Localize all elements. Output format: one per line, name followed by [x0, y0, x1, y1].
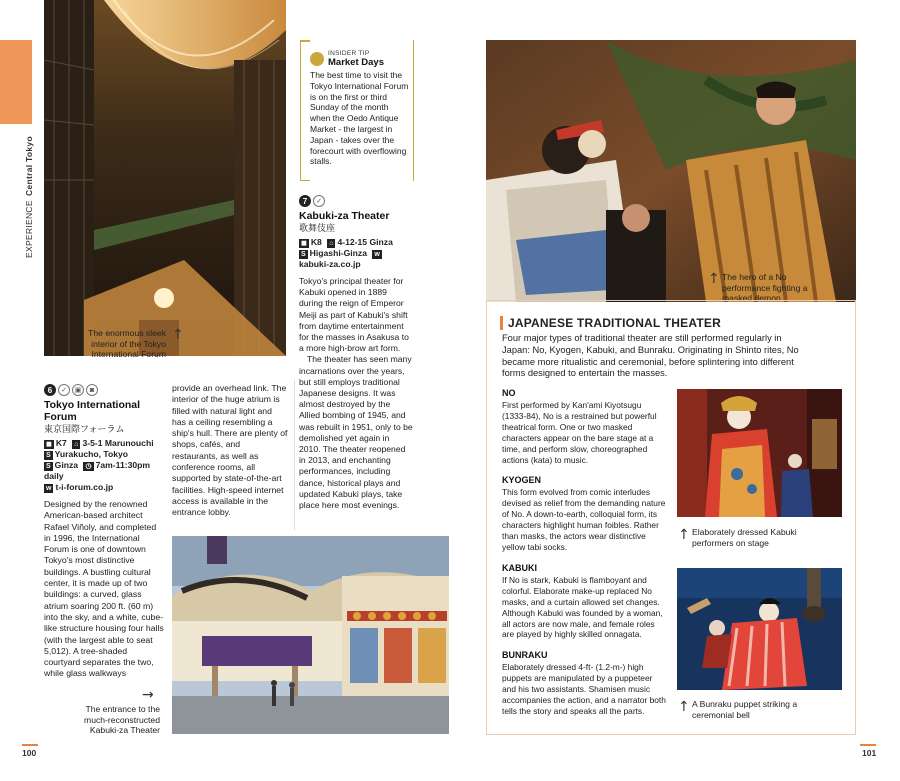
kabukiza-text-2: The theater has seen many incarnations over the years, but still employs traditional Japanese designs. It was almost destroyed by the Allied bombing of 1945, and was rebuilt in 1951, only to be demolished yet again in 2010. The theater reopened in 2013, and enchanting performances, including dance, historical plays and updated Kabuki plays, take place here most evenings. — [299, 354, 413, 511]
station-1: Yurakucho, Tokyo — [54, 449, 129, 459]
forum-text-col1: Designed by the renowned American-based architect Rafael Viñoly, and completed in 1996, the International Forum is one of downtown Tokyo's most distinctive buildings. A bustling cultural center, it is made up of two buildings: a curved, glass atrium soaring 200 ft. (60 m) into the sky, and a white, cube-like structure housing four halls (with the largest able to seat 5,012). A tree-shaded courtyard separates the two, while glass walkways — [44, 499, 164, 679]
kabukiza-text: Tokyo's principal theater for Kabuki opened in 1889 during the reign of Emperor Meiji as part of Kabuki's shift from daytime entertainment for the masses in Asakusa to a more high-brow art form. — [299, 276, 409, 354]
section-kyogen — [502, 475, 666, 552]
forum-interior-photo — [44, 0, 286, 356]
web-icon: w — [374, 251, 380, 258]
subway-icon: S — [46, 463, 51, 470]
feature-intro: Four major types of traditional theater are still performed regularly in Japan: No, Kyogen, Kabuki, and Bunraku. Originating in Shinto rites, No became more ritualistic and ceremonial, before splintering into different forms designed to entertain the masses. — [502, 333, 799, 379]
bunraku-caption: A Bunraku puppet striking a ceremonial bell — [692, 699, 798, 720]
tip-label: INSIDER TIP — [328, 50, 370, 57]
station-2: Ginza — [54, 460, 79, 470]
station: Higashi-Ginza — [309, 248, 367, 258]
section-head: KABUKI — [502, 562, 537, 573]
clock-icon: ◷ — [85, 463, 92, 470]
entry-number: 6 — [44, 384, 56, 396]
kabukiza-caption: The entrance to the much-reconstructed Kabuki-za Theater — [84, 704, 160, 735]
section-label — [24, 128, 34, 258]
ticket-icon: ✓ — [58, 384, 70, 396]
tip-title: Market Days — [328, 57, 384, 68]
hours: 7am-11:30pm daily — [44, 460, 151, 481]
column-divider — [294, 380, 295, 530]
page-number-right: 101 — [862, 748, 877, 758]
website-link[interactable]: t-i-forum.co.jp — [55, 482, 114, 492]
area-name: Central Tokyo — [24, 136, 34, 197]
noh-caption: The hero of a No performance fighting a masked demon — [722, 272, 808, 303]
bunraku-photo — [677, 568, 842, 690]
web-icon: w — [46, 485, 52, 492]
section-head: BUNRAKU — [502, 650, 548, 661]
arrow-up-icon: ↑ — [678, 527, 690, 543]
forum-title: Tokyo International Forum — [44, 399, 141, 423]
address-icon: ⌂ — [329, 240, 334, 247]
kabukiza-info — [299, 237, 413, 270]
section-head: KYOGEN — [502, 475, 542, 486]
page-number-bar-right — [860, 744, 876, 746]
kabuki-photo — [677, 389, 842, 517]
subway-icon: S — [46, 452, 51, 459]
section-head: NO — [502, 388, 516, 398]
map-ref-icon: ◼ — [46, 441, 52, 448]
page-number-bar-left — [22, 744, 38, 746]
section-kabuki — [502, 563, 666, 640]
forum-jp: 東京国際フォーラム — [44, 424, 125, 434]
forum-interior-caption: The enormous sleek interior of the Tokyo International Forum — [88, 328, 166, 359]
feature-title: JAPANESE TRADITIONAL THEATER — [500, 316, 721, 330]
kabuki-caption: Elaborately dressed Kabuki performers on stage — [692, 527, 797, 548]
arrow-up-icon: ↑ — [708, 271, 720, 287]
entry-number: 7 — [299, 195, 311, 207]
noh-photo — [486, 40, 856, 302]
address: 4-12-15 Ginza — [337, 237, 393, 247]
arrow-up-icon: ↑ — [172, 327, 184, 343]
shop-icon: ▣ — [72, 384, 84, 396]
feature-sections — [502, 388, 666, 717]
arrow-up-icon: ↑ — [678, 699, 690, 715]
forum-text-col2: provide an overhead link. The interior of the huge atrium is filled with natural light and has a ceiling resembling a ship's hull. There are plenty of shops, cafés, and restaurants, as well as conference rooms, all supported by state-of-the-art facilities. High-speed internet access is available in the entrance lobby. — [172, 383, 288, 518]
map-ref-icon: ◼ — [301, 240, 307, 247]
kabukiza-entry — [299, 195, 413, 511]
cafe-icon: ◙ — [86, 384, 98, 396]
section-tab — [0, 40, 32, 124]
ticket-icon: ✓ — [313, 195, 325, 207]
forum-info — [44, 438, 164, 493]
website-link[interactable]: kabuki-za.co.jp — [299, 259, 361, 269]
kabukiza-jp: 歌舞伎座 — [299, 223, 336, 233]
section-bunraku — [502, 650, 666, 717]
tip-text: The best time to visit the Tokyo International Forum is on the first or third Sunday of the month when the Oedo Antique Market - the largest in Japan - takes over the forecourt with overflowing stalls. — [310, 70, 409, 167]
section-text: First performed by Kan'ami Kiyotsugu (1333-84), No is a restrained but powerful theatrical form. One or two masked characters appear on the bare stage at a time, and perform slow, choreographed actions (kata) to music. — [502, 400, 657, 465]
section-text: Elaborately dressed 4-ft- (1.2-m-) high puppets are manipulated by a puppeteer and his two assistants. Shamisen music accompanies the action, and a narrator both tells the story and speaks all the parts. — [502, 662, 666, 716]
tip-icon — [310, 52, 324, 66]
map-ref: K8 — [310, 237, 322, 247]
section-text: If No is stark, Kabuki is flamboyant and colorful. Elaborate make-up replaced No masks, and a curtain allowed set changes. Although Kabuki was founded by a woman, all actors are now male, and female roles are played by highly skilled onnagata. — [502, 574, 663, 640]
subway-icon: S — [301, 251, 306, 258]
address: 3-5-1 Marunouchi — [82, 438, 154, 448]
kabukiza-title: Kabuki-za Theater — [299, 210, 390, 222]
arrow-right-icon: → — [142, 687, 154, 703]
forum-entry — [44, 384, 164, 680]
address-icon: ⌂ — [74, 441, 79, 448]
insider-tip-box — [300, 40, 414, 181]
section-text: This form evolved from comic interludes devised as relief from the demanding nature of No. A down-to-earth, colloquial form, its characters highlight human foibles. Rather than masks, the actors wear distinctive yellow tabi socks. — [502, 487, 666, 552]
map-ref: K7 — [55, 438, 67, 448]
kabukiza-photo — [172, 536, 449, 734]
page-number-left: 100 — [22, 748, 37, 758]
section-no — [502, 388, 666, 465]
section-name: EXPERIENCE — [24, 200, 34, 258]
